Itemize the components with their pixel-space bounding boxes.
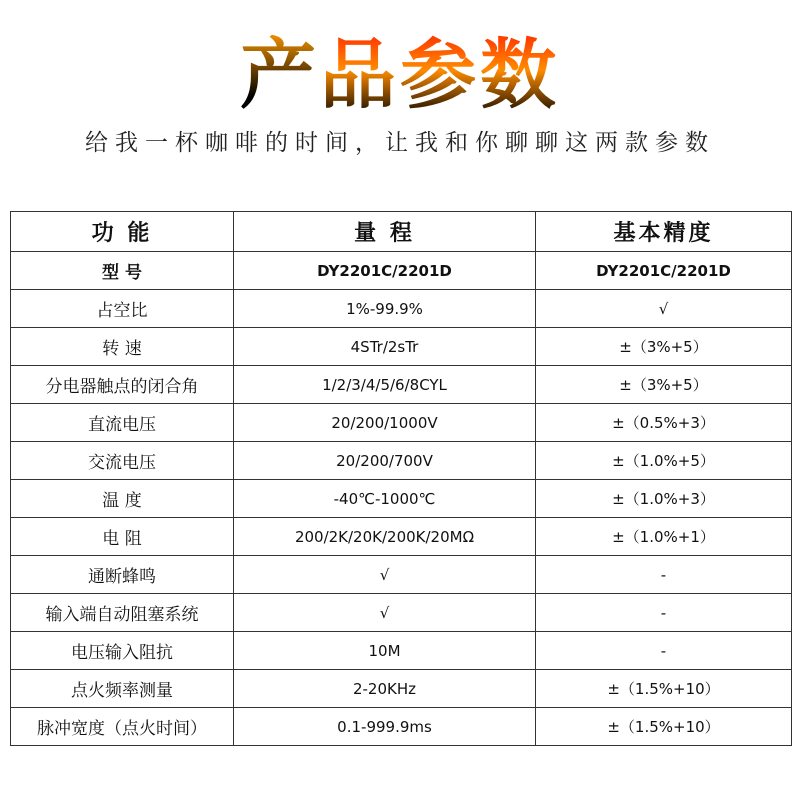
table-row [11,366,792,404]
header-accuracy: 基本精度 [536,212,792,252]
function-cell: 占空比 [11,290,234,328]
accuracy-cell: DY2201C/2201D [536,252,792,290]
function-cell: 通断蜂鸣 [11,556,234,594]
accuracy-cell: ±（1.5%+10） [536,670,792,708]
table-row [11,670,792,708]
range-cell: 10M [234,632,536,670]
table-row [11,328,792,366]
function-cell: 输入端自动阻塞系统 [11,594,234,632]
accuracy-cell: ±（1.0%+3） [536,480,792,518]
function-cell: 温 度 [11,480,234,518]
range-cell: √ [234,556,536,594]
function-cell: 电压输入阻抗 [11,632,234,670]
function-cell: 转 速 [11,328,234,366]
table-row [11,442,792,480]
accuracy-cell: - [536,632,792,670]
title-char: 参 [400,30,480,119]
subtitle: 给我一杯咖啡的时间，让我和你聊聊这两款参数 [85,130,715,156]
title-char: 产 [240,30,320,119]
table-row [11,708,792,746]
range-cell: 0.1-999.9ms [234,708,536,746]
function-cell: 电 阻 [11,518,234,556]
range-cell: 200/2K/20K/200K/20MΩ [234,518,536,556]
range-cell: 20/200/1000V [234,404,536,442]
range-cell: 20/200/700V [234,442,536,480]
accuracy-cell: ±（3%+5） [536,328,792,366]
title-char: 数 [480,30,560,119]
header-function: 功 能 [11,212,234,252]
accuracy-cell: ±（3%+5） [536,366,792,404]
page-title [0,30,800,120]
table-header-row [11,212,792,252]
table-row [11,252,792,290]
function-cell: 分电器触点的闭合角 [11,366,234,404]
header-range: 量 程 [234,212,536,252]
accuracy-cell: ±（1.5%+10） [536,708,792,746]
range-cell: 4STr/2sTr [234,328,536,366]
function-cell: 直流电压 [11,404,234,442]
range-cell: √ [234,594,536,632]
range-cell: 1%-99.9% [234,290,536,328]
spec-table [10,211,792,746]
accuracy-cell: √ [536,290,792,328]
range-cell: DY2201C/2201D [234,252,536,290]
table-row [11,594,792,632]
range-cell: 2-20KHz [234,670,536,708]
table-row [11,518,792,556]
table-row [11,480,792,518]
accuracy-cell: - [536,594,792,632]
range-cell: 1/2/3/4/5/6/8CYL [234,366,536,404]
table-row [11,404,792,442]
function-cell: 脉冲宽度（点火时间） [11,708,234,746]
accuracy-cell: ±（1.0%+5） [536,442,792,480]
table-row [11,290,792,328]
table-row [11,556,792,594]
accuracy-cell: ±（0.5%+3） [536,404,792,442]
title-char: 品 [320,30,400,119]
function-cell: 交流电压 [11,442,234,480]
table-row [11,632,792,670]
range-cell: -40℃-1000℃ [234,480,536,518]
function-cell: 型 号 [11,252,234,290]
accuracy-cell: - [536,556,792,594]
accuracy-cell: ±（1.0%+1） [536,518,792,556]
function-cell: 点火频率测量 [11,670,234,708]
